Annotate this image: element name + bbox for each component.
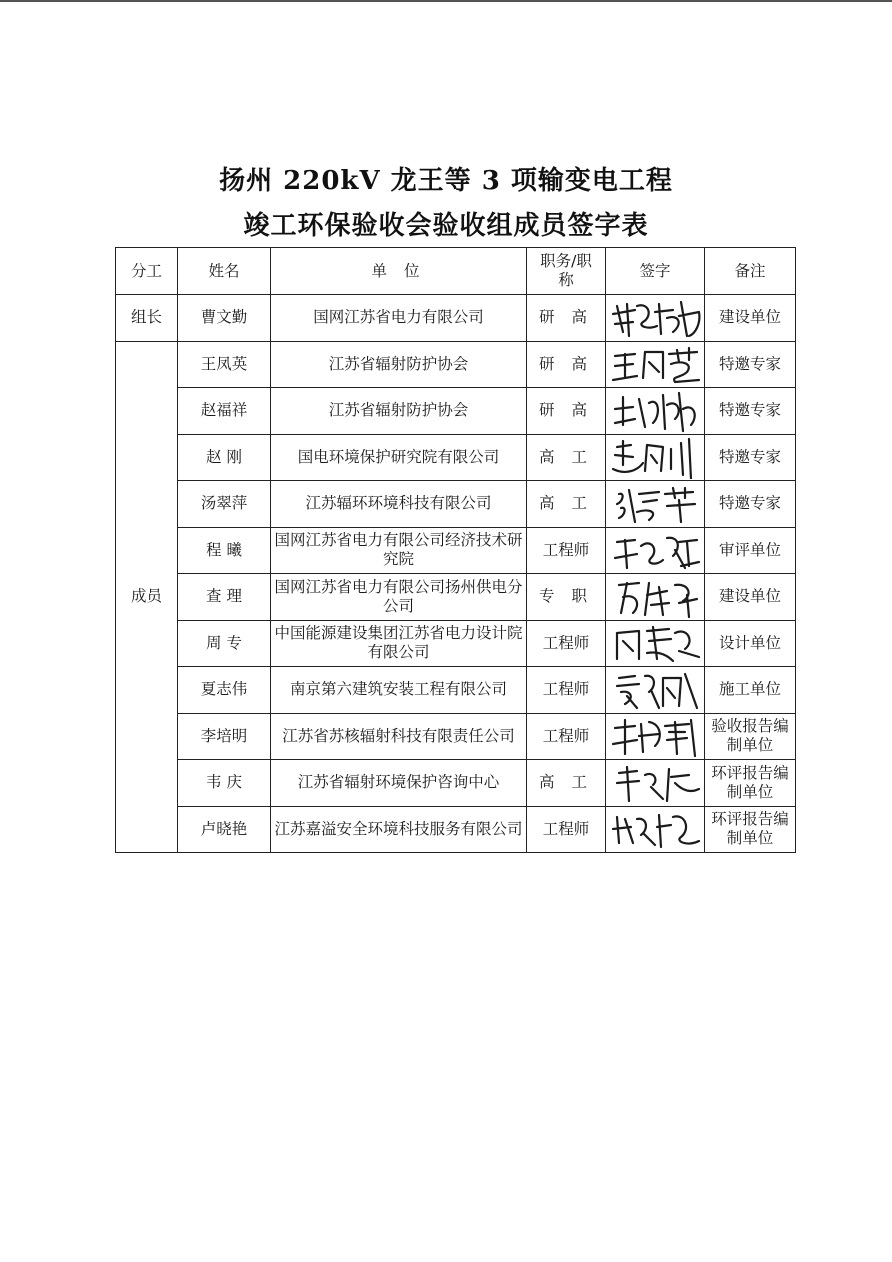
title-cell: 高 工	[527, 434, 606, 481]
title-cell: 工程师	[527, 713, 606, 760]
header-signature: 签字	[606, 248, 705, 295]
document-title-line1: 扬州 220kV 龙王等 3 项输变电工程	[219, 166, 673, 196]
unit-cell: 江苏省辐射防护协会	[271, 388, 527, 435]
handwritten-signature	[609, 482, 705, 526]
header-remark: 备注	[705, 248, 796, 295]
remark-cell: 特邀专家	[705, 481, 796, 528]
signature-cell	[606, 760, 705, 807]
remark-cell: 审评单位	[705, 527, 796, 574]
role-cell-members: 成员	[116, 341, 178, 853]
handwritten-signature	[609, 575, 705, 619]
handwritten-signature	[609, 807, 705, 851]
remark-cell: 建设单位	[705, 295, 796, 342]
remark-cell: 特邀专家	[705, 341, 796, 388]
remark-cell: 施工单位	[705, 667, 796, 714]
unit-cell: 江苏嘉溢安全环境科技服务有限公司	[271, 806, 527, 853]
name-cell: 王凤英	[178, 341, 271, 388]
name-cell: 韦 庆	[178, 760, 271, 807]
signature-cell	[606, 713, 705, 760]
unit-cell: 国网江苏省电力有限公司扬州供电分公司	[271, 574, 527, 621]
title-cell: 高 工	[527, 481, 606, 528]
table-row	[116, 434, 796, 481]
name-cell: 汤翠萍	[178, 481, 271, 528]
signature-cell	[606, 806, 705, 853]
table-row	[116, 620, 796, 667]
document-title-line2: 竣工环保验收会验收组成员签字表	[243, 211, 649, 241]
handwritten-signature	[609, 621, 705, 665]
title-cell: 工程师	[527, 806, 606, 853]
remark-cell: 验收报告编制单位	[705, 713, 796, 760]
name-cell: 程 曦	[178, 527, 271, 574]
header-role: 分工	[116, 248, 178, 295]
handwritten-signature	[609, 296, 705, 340]
table-row-leader	[116, 295, 796, 342]
name-cell: 查 理	[178, 574, 271, 621]
header-title	[527, 248, 606, 295]
name-cell: 赵 刚	[178, 434, 271, 481]
signature-cell	[606, 667, 705, 714]
signature-table	[115, 247, 796, 853]
top-border-line	[0, 0, 892, 2]
table-row	[116, 527, 796, 574]
table-row	[116, 713, 796, 760]
table-row	[116, 481, 796, 528]
remark-cell: 特邀专家	[705, 388, 796, 435]
role-cell-leader: 组长	[116, 295, 178, 342]
remark-cell: 建设单位	[705, 574, 796, 621]
header-unit: 单 位	[271, 248, 527, 295]
unit-cell: 国网江苏省电力有限公司经济技术研究院	[271, 527, 527, 574]
header-title-line1: 职务/职	[540, 252, 592, 270]
unit-cell: 国网江苏省电力有限公司	[271, 295, 527, 342]
handwritten-signature	[609, 714, 705, 758]
handwritten-signature	[609, 435, 705, 479]
title-cell: 研 高	[527, 341, 606, 388]
title-cell: 研 高	[527, 388, 606, 435]
signature-cell	[606, 295, 705, 342]
unit-cell: 江苏省苏核辐射科技有限责任公司	[271, 713, 527, 760]
unit-cell: 江苏辐环环境科技有限公司	[271, 481, 527, 528]
table-row	[116, 388, 796, 435]
handwritten-signature	[609, 389, 705, 433]
signature-cell	[606, 527, 705, 574]
signature-cell	[606, 620, 705, 667]
handwritten-signature	[609, 761, 705, 805]
title-cell: 工程师	[527, 527, 606, 574]
title-cell: 专 职	[527, 574, 606, 621]
handwritten-signature	[609, 342, 705, 386]
table-row	[116, 760, 796, 807]
remark-cell: 环评报告编制单位	[705, 806, 796, 853]
signature-cell	[606, 341, 705, 388]
unit-cell: 中国能源建设集团江苏省电力设计院有限公司	[271, 620, 527, 667]
name-cell: 曹文勤	[178, 295, 271, 342]
header-title-line2: 称	[558, 271, 574, 289]
table-row	[116, 341, 796, 388]
table-header-row	[116, 248, 796, 295]
unit-cell: 江苏省辐射环境保护咨询中心	[271, 760, 527, 807]
name-cell: 夏志伟	[178, 667, 271, 714]
name-cell: 赵福祥	[178, 388, 271, 435]
unit-cell: 南京第六建筑安装工程有限公司	[271, 667, 527, 714]
name-cell: 卢晓艳	[178, 806, 271, 853]
title-cell: 研 高	[527, 295, 606, 342]
remark-cell: 设计单位	[705, 620, 796, 667]
title-cell: 高 工	[527, 760, 606, 807]
remark-cell: 环评报告编制单位	[705, 760, 796, 807]
signature-cell	[606, 481, 705, 528]
title-cell: 工程师	[527, 620, 606, 667]
signature-cell	[606, 388, 705, 435]
handwritten-signature	[609, 528, 705, 572]
handwritten-signature	[609, 668, 705, 712]
remark-cell: 特邀专家	[705, 434, 796, 481]
header-name: 姓名	[178, 248, 271, 295]
unit-cell: 国电环境保护研究院有限公司	[271, 434, 527, 481]
name-cell: 李培明	[178, 713, 271, 760]
title-cell: 工程师	[527, 667, 606, 714]
name-cell: 周 专	[178, 620, 271, 667]
table-row	[116, 574, 796, 621]
table-row	[116, 806, 796, 853]
unit-cell: 江苏省辐射防护协会	[271, 341, 527, 388]
signature-cell	[606, 574, 705, 621]
table-row	[116, 667, 796, 714]
signature-cell	[606, 434, 705, 481]
